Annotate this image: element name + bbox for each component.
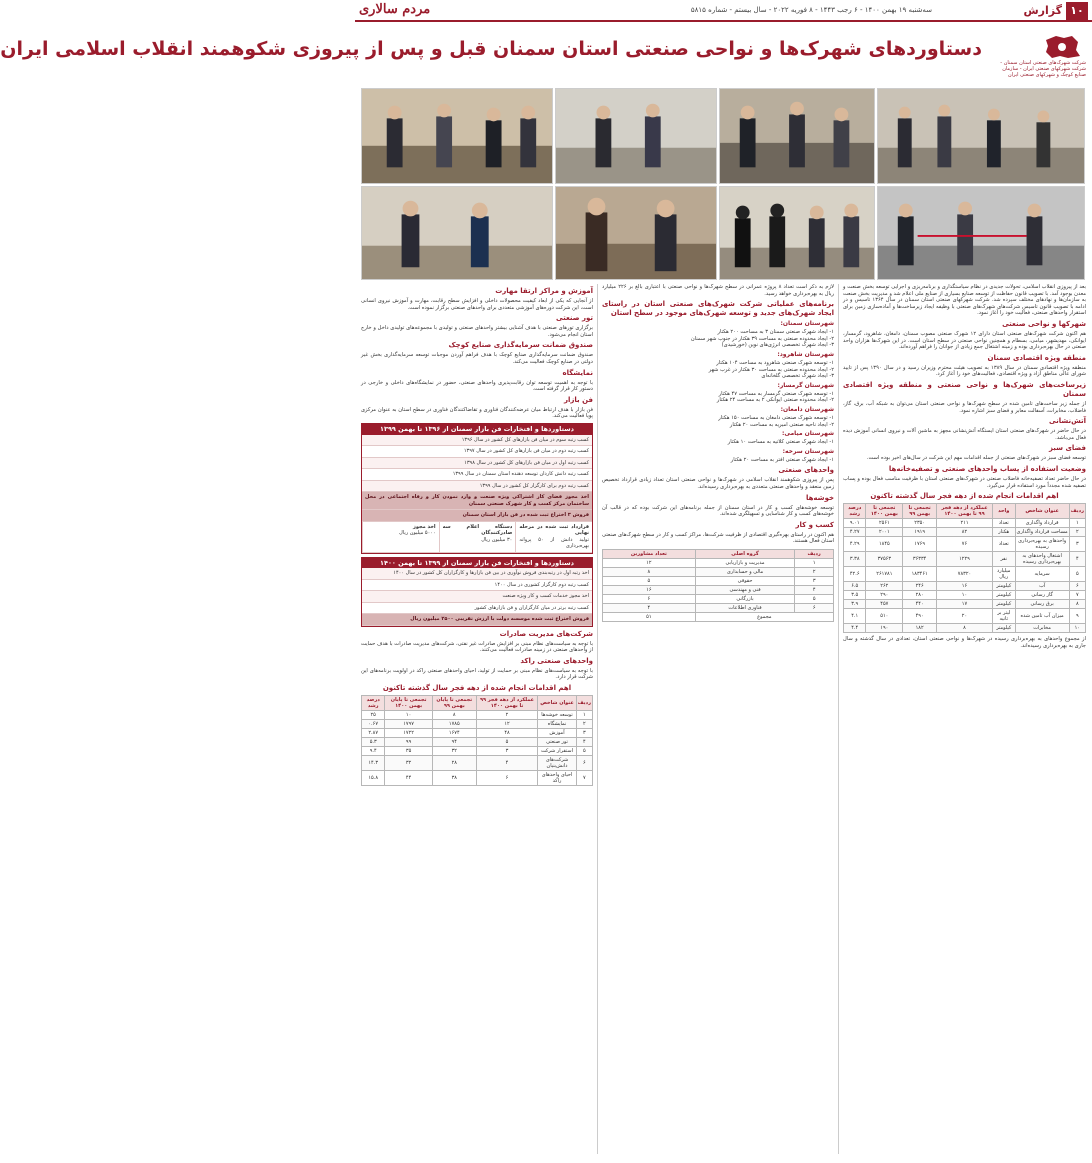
list-item: ۲- ایجاد ناحیه صنعتی امیریه به مساحت ۲۰ هکتار [729, 421, 834, 428]
list-item: ۱- توسعه شهرک صنعتی شاهرود به مساحت ۱۰۴ هکتار [716, 359, 834, 366]
table-cell: ۱۶ [937, 582, 993, 591]
table-cell: واحدهای به بهره‌برداری رسیده [1015, 537, 1069, 552]
table-cell: قرارداد واگذاری [1015, 519, 1069, 528]
activities-table [361, 695, 593, 786]
table-row [844, 600, 1086, 609]
sub-heading: شهرستان دامغان: [780, 405, 834, 413]
table-cell: ۳ [476, 747, 538, 756]
headline-area [0, 30, 1092, 82]
table-cell: شرکت‌های دانش‌بنیان [538, 756, 576, 771]
table-cell: ۴ [795, 585, 834, 594]
table-cell: ۱ [576, 711, 592, 720]
box-row: کسب رتبه سوم در میان فن بازارهای کل کشور در سال ۱۳۹۶ [362, 435, 592, 447]
table-header-cell: تجمعی تا پایان بهمن ۱۴۰۰ [385, 696, 432, 711]
consultants-table [602, 549, 834, 622]
page-number: ۱۰ [1066, 2, 1088, 20]
table-cell: ۷۶ [937, 537, 993, 552]
table-cell: ۳.۹ [844, 600, 866, 609]
section-heading: آموزش و مراکز ارتقا مهارت [495, 287, 593, 295]
table-cell: حقوقی [695, 576, 795, 585]
table-cell: فناوری اطلاعات [695, 603, 795, 612]
section-heading: شهرکها و نواحی صنعتی [1002, 319, 1086, 328]
paragraph: در حال حاضر تعداد تصفیه‌خانه فاضلاب صنعتی در شهرک‌های صنعتی استان با ظرفیت مناسب فعال بوده و پساب تصفیه شده مجدداً مورد استفاده قرار می‌گیرد. [843, 475, 1086, 489]
section-heading: واحدهای صنعتی راکد [520, 656, 593, 665]
column-divider [838, 284, 839, 1154]
table-cell: ۱۴.۳ [362, 756, 385, 771]
plan-list [602, 439, 834, 446]
table-row [844, 624, 1086, 633]
table-cell: فنی و مهندسی [695, 585, 795, 594]
table-cell: تعداد [992, 537, 1015, 552]
table-header-cell: عنوان شاخص [1015, 504, 1069, 519]
table-cell: میزان آب تامین شده [1015, 609, 1069, 624]
table-header-cell: ردیف [576, 696, 592, 711]
paragraph: در حال حاضر در شهرک‌های صنعتی استان ایستگاه آتش‌نشانی مجهز به ماشین آلات و نیروی انسانی آموزش دیده فعال می‌باشد. [843, 428, 1086, 441]
table-header-cell: گروه اصلی [695, 549, 795, 558]
table-header-cell: درصد رشد [362, 696, 385, 711]
section-heading: زیرساخت‌های شهرک‌ها و نواحی صنعتی و منطقه ویژه اقتصادی سمنان [843, 380, 1086, 398]
table-cell: کیلومتر [992, 582, 1015, 591]
list-item: ۳- ایجاد شهرک تخصصی گلخانه‌ای [761, 373, 834, 380]
paragraph: هم اکنون در راستای بهره‌گیری اقتصادی از ظرفیت شرکت‌ها، مراکز کسب و کار در سطح شهرک‌های صنعتی استان فعال هستند. [602, 531, 834, 545]
table-row [844, 567, 1086, 582]
left-column [361, 284, 593, 1154]
table-row [362, 747, 593, 756]
table-cell: ۶ [1069, 582, 1085, 591]
table-cell: ۵ [795, 594, 834, 603]
table-cell: ۲ [576, 720, 592, 729]
table-cell: ۱۷۶۹ [903, 537, 937, 552]
photo-factory-visit-1 [877, 88, 1085, 184]
table-row [844, 591, 1086, 600]
section-heading: فن بازار [563, 395, 593, 404]
table-title: اهم اقدامات انجام شده از دهه فجر سال گذشته تاکنون [870, 492, 1059, 501]
figure-value: ۵۰۰۰ میلیون ریال [399, 530, 436, 537]
dateline: سه‌شنبه ۱۹ بهمن ۱۴۰۰ - ۶ رجب ۱۴۴۳ - ۸ فوریه ۲۰۲۲ - سال بیستم - شماره ۵۸۱۵ [690, 6, 932, 14]
table-cell: ۶ [795, 603, 834, 612]
table-cell: ۲۹۰ [866, 591, 903, 600]
table-cell: ۴۲.۶ [844, 567, 866, 582]
table-cell: ۳ [795, 576, 834, 585]
table-cell: نمایشگاه [538, 720, 576, 729]
box-title: دستاوردها و افتخارات فن بازار سمنان از ۱۳۹۶ تا بهمن ۱۳۹۹ [362, 424, 592, 435]
table-cell: ۲۸۰ [903, 591, 937, 600]
table-cell: تعداد [992, 519, 1015, 528]
box-row: کسب رتبه برتر در میان کارگزاران و فن بازارهای کشور [362, 603, 592, 615]
table-header-cell: تجمعی تا بهمن ۹۹ [903, 504, 937, 519]
intro-paragraph: بعد از پیروزی انقلاب اسلامی، تحولات جدیدی در نظام سیاستگذاری و برنامه‌ریزی و اجرایی توسعه بخش صنعت و معدن بوجود آمد. با تصویب قانون حفاظت از توسعه صنایع بسیاری از صنایع ملی اعلام شد و مدیریت بخش صنعت به سازمان‌ها و نهادهای مختلف سپرده شد. شرکت شهرکهای صنعتی استان سمنان در سال ۱۳۶۴ تاسیس و در ادامه با تصویب قانون تاسیس شرکت‌های شهرک‌های صنعتی با وظیفه ایجاد زیرساخت‌ها و آماده‌سازی زمین برای استقرار واحدهای صنعتی، فعالیت خود را آغاز نمود. [843, 284, 1086, 317]
table-cell: آموزش [538, 729, 576, 738]
table-cell: اشتغال واحدهای به بهره‌برداری رسیده [1015, 552, 1069, 567]
table-header-cell: درصد رشد [844, 504, 866, 519]
box-footer: فروش ۳ اختراع ثبت شده در فن بازار استان سمنان [362, 510, 592, 522]
section-heading: شرکت‌های مدیریت صادرات [499, 629, 593, 638]
photo-factory-visit-4 [361, 88, 553, 184]
table-cell: توسعه خوشه‌ها [538, 711, 576, 720]
table-cell: بازرگانی [695, 594, 795, 603]
table-row [362, 756, 593, 771]
list-item: ۱- ایجاد شهرک صنعتی افتر به مساحت ۲۰ هکتار [730, 456, 834, 463]
table-cell: ۱۸۳۴۶۱ [903, 567, 937, 582]
table-cell: ۳۷۵۶۳ [866, 552, 903, 567]
plan-list [602, 329, 834, 349]
table-cell: ۱۲۲۹ [937, 552, 993, 567]
table-cell: ۴۴۰ [903, 600, 937, 609]
paragraph: لازم به ذکر است تعداد ۸ پروژه عمرانی در سطح شهرک‌ها و نواحی صنعتی با اعتباری بالغ بر ۲۲۶ میلیارد ریال به بهره‌برداری خواهد رسید. [602, 284, 835, 297]
table-cell: ۲۶۱۷۸۱ [866, 567, 903, 582]
table-row [603, 567, 834, 576]
table-row [844, 582, 1086, 591]
table-cell: ۴.۴ [844, 624, 866, 633]
table-cell: برق رسانی [1015, 600, 1069, 609]
photo-officials-talking [555, 186, 717, 280]
box-highlight: اخذ مجوز فضای کار اشتراکی ویژه صنعت و وارد نمودن کار و رفاه اجتماعی در محل ساختمان مرکز کسب و کار شهرک صنعتی سمنان [362, 492, 592, 510]
table-header-cell: واحد [992, 504, 1015, 519]
table-cell: ۳۵ [385, 747, 432, 756]
table-cell: ۹ [1069, 609, 1085, 624]
table-header-cell: عنوان شاخص [538, 696, 576, 711]
table-cell: ۱۹۱۹ [903, 528, 937, 537]
footer-note: از مجموع واحدهای به بهره‌برداری رسیده در شهرک‌ها و نواحی صنعتی استان، تعدادی در سال گذشته و سال جاری به بهره‌برداری رسیده‌اند. [843, 636, 1086, 649]
table-cell: ۱ [795, 558, 834, 567]
figure-value: تولید دانش از ۵۰ پروانه بهره‌برداری [519, 536, 589, 550]
table-cell: ۲۴۶ [903, 582, 937, 591]
figure-title: اخذ مجوز [412, 523, 436, 530]
section-label: گزارش [1023, 4, 1062, 17]
paragraph: منطقه ویژه اقتصادی سمنان در سال ۱۳۸۹ به تصویب هیئت محترم وزیران رسید و در سال ۱۳۹۰ پس از تایید شورای عالی مناطق آزاد و ویژه اقتصادی، فعالیت‌های خود را آغاز کرد. [843, 364, 1086, 378]
table-header-cell: عملکرد از دهه فجر ۹۹ تا بهمن ۱۴۰۰ [937, 504, 993, 519]
table-cell: ۵ [603, 576, 696, 585]
paragraph: برگزاری تورهای صنعتی با هدف آشنایی بیشتر واحدهای صنعتی و تولیدی با مجموعه‌های تولیدی داخل و خارج استان انجام می‌شود. [361, 325, 593, 338]
table-row [844, 528, 1086, 537]
list-item: ۳- ایجاد شهرک تخصصی انرژی‌های نوین (خورشیدی) [721, 342, 834, 349]
photo-factory-visit-3 [555, 88, 717, 184]
table-cell: ۲.۸۷ [362, 729, 385, 738]
table-row [362, 711, 593, 720]
list-item: ۱- توسعه شهرک صنعتی گرمسار به مساحت ۴۷ هکتار [718, 390, 834, 397]
table-cell: ۵ [576, 747, 592, 756]
table-row [844, 537, 1086, 552]
table-cell: ۲۵۶۱ [866, 519, 903, 528]
table-cell: ۴ [476, 756, 538, 771]
table-row [362, 729, 593, 738]
table-cell: ۱۲ [476, 720, 538, 729]
paragraph: از آنجایی که یکی از ابعاد کیفیت محصولات داخلی و افزایش سطح رقابت، مهارت و آموزش نیروی انسانی است، این شرکت دوره‌های آموزشی متعددی برای واحدهای صنعتی برگزار نموده است. [361, 298, 593, 311]
table-cell: ۱۷ [937, 600, 993, 609]
figure-title: دستگاه اعلام سه صادرکنندگان [442, 523, 513, 537]
table-cell: مساحت قرارداد واگذاری [1016, 529, 1068, 536]
table-cell: ۸ [1069, 600, 1085, 609]
table-cell: ۴۸ [476, 729, 538, 738]
right-column [843, 284, 1086, 1154]
table-cell: ۷۸۳۲۰ [937, 567, 993, 582]
table-cell: ۴.۲۷ [844, 528, 866, 537]
table-row [603, 576, 834, 585]
paragraph: از جمله زیر ساخت‌های تامین شده در سطح شهرک‌ها و نواحی صنعتی استان می‌توان به شبکه آب، برق، گاز، فاضلاب، مخابرات، آسفالت معابر و فضای سبز اشاره نمود. [843, 400, 1086, 414]
figure-title: قرارداد ثبت شده در مرحله نهایی [519, 523, 589, 537]
box-row: کسب رتبه دوم در میان فن بازارهای کل کشور در سال ۱۳۹۷ [362, 446, 592, 458]
photo-factory-visit-2 [719, 88, 875, 184]
table-cell: ۴۵۷ [866, 600, 903, 609]
section-heading: آتش‌نشانی [1048, 417, 1086, 426]
plan-list [602, 391, 834, 404]
company-logo [990, 34, 1086, 78]
middle-column [602, 284, 834, 1154]
table-cell: ۱۷۲۲ [385, 729, 432, 738]
plan-list [602, 415, 834, 428]
table-header-cell: ردیف [1069, 504, 1085, 519]
list-item: ۲- ایجاد محدوده صنعتی به مساحت ۳۹ هکتار در جنوب شهر سمنان [690, 335, 834, 342]
table-header-cell: عملکرد از دهه فجر ۹۹ تا بهمن ۱۴۰۰ [476, 696, 538, 711]
table-cell: ۹۴ [432, 738, 476, 747]
table-row [362, 720, 593, 729]
table-cell: نفر [992, 552, 1015, 567]
table-header-cell: تجمعی تا بهمن ۱۴۰۰ [866, 504, 903, 519]
table-cell: ۱۰ [385, 711, 432, 720]
table-cell: مالی و حسابداری [695, 567, 795, 576]
table-cell: سرمایه [1015, 567, 1069, 582]
paragraph: توسعه فضای سبز در شهرک‌های صنعتی از جمله اقدامات مهم این شرکت در سال‌های اخیر بوده است. [866, 455, 1086, 462]
table-cell: ۵ [1069, 567, 1085, 582]
table-total-label: مجموع [695, 612, 833, 621]
table-cell: ۱۰ [937, 591, 993, 600]
table-cell: ۴ [576, 738, 592, 747]
table-cell: ۲ [1069, 528, 1085, 537]
list-item: ۲- ایجاد محدوده صنعتی ایوانکی ۲ به مساحت ۲۴ هکتار [716, 397, 834, 404]
table-cell: ۱ [1069, 519, 1085, 528]
list-item: ۱- ایجاد شهرک صنعتی کلاتیه به مساحت ۱۰ هکتار [727, 439, 834, 446]
table-cell: کیلومتر [992, 600, 1015, 609]
section-heading: کسب و کار [795, 520, 834, 529]
table-cell: ۱۶۷۴ [432, 729, 476, 738]
sub-heading: شهرستان گرمسار: [777, 381, 834, 389]
column-divider [597, 284, 598, 1154]
table-cell: گاز رسانی [1015, 591, 1069, 600]
table-cell: ۶ [603, 594, 696, 603]
section-heading: خوشه‌ها [805, 493, 834, 502]
table-cell: مدیریت و بازاریابی [695, 558, 795, 567]
table-row [603, 558, 834, 567]
table-cell: کیلومتر [992, 624, 1015, 633]
table-cell: ۹.۴ [362, 747, 385, 756]
table-cell: ۴ [1069, 552, 1085, 567]
table-total-value: ۵۱ [603, 612, 696, 621]
table-cell: ۱۶ [603, 585, 696, 594]
table-row [603, 585, 834, 594]
table-cell: ۴ [603, 603, 696, 612]
table-cell: ۵ [476, 738, 538, 747]
table-cell: ۴۹۰ [903, 609, 937, 624]
box-row: اخذ مجوز خدمات کسب و کار ویژه صنعت [362, 591, 592, 603]
table-row [603, 603, 834, 612]
list-item: ۱- توسعه شهرک صنعتی دامغان به مساحت ۱۵۰ هکتار [718, 414, 834, 421]
paragraph: توسعه خوشه‌های کسب و کار در استان سمنان از جمله برنامه‌های این شرکت بوده که در قالب آن خوشه‌های کسب و کار شناسایی و تسهیلگری شده‌اند. [602, 504, 834, 518]
section-heading: فضای سبز [1048, 444, 1086, 453]
box-row: کسب رتبه دوم کارگزار کشوری در سال ۱۴۰۰ [362, 580, 592, 592]
section-heading: واحدهای صنعتی [778, 466, 834, 475]
box-row: کسب رتبه اول در میان فن بازارهای کل کشور در سال ۱۳۹۸ [362, 458, 592, 470]
plan-list [602, 360, 834, 380]
table-row [844, 609, 1086, 624]
achievements-table [843, 503, 1086, 633]
section-heading: برنامه‌های عملیاتی شرکت شهرک‌های صنعتی استان در راستای ایجاد شهرک‌های جدید و توسعه شهرک‌های موجود در سطح استان [602, 300, 834, 318]
table-cell: ۲۱۱ [937, 519, 993, 528]
table-cell: ۷ [576, 771, 592, 786]
table-cell: ۶ [476, 771, 538, 786]
table-cell: ۱۰ [1069, 624, 1085, 633]
figure-value: ۳۰ میلیون ریال [481, 536, 513, 543]
iran-map-logo-icon [1042, 34, 1082, 60]
box-title: دستاوردها و افتخارات فن بازار سمنان از ۱۳۹۹ تا بهمن ۱۴۰۰ [362, 558, 592, 569]
box-footer: فروش اختراع ثبت شده موسسه دولت با ارزش تقریبی ۲۵۰۰ میلیون ریال [362, 614, 592, 626]
table-row [362, 771, 593, 786]
paragraph: با توجه به سیاست‌های نظام مبنی بر افزایش صادرات غیر نفتی، شرکت‌های مدیریت صادرات با هدف حمایت از واحدهای صنعتی در زمینه صادرات فعالیت می‌کنند. [361, 640, 593, 654]
table-cell: ۲ [476, 711, 538, 720]
table-cell: ۴.۲۹ [844, 537, 866, 552]
table-header-cell: تعداد مشاورین [603, 549, 696, 558]
table-cell: ۱۲ [603, 558, 696, 567]
table-cell: ۸ [603, 567, 696, 576]
table-cell: ۱۸۴۵ [866, 537, 903, 552]
table-row [362, 738, 593, 747]
achievements-box-1 [361, 423, 593, 554]
paragraph: فن بازار با هدف ارتباط میان عرضه‌کنندگان فناوری و تقاضاکنندگان فناوری در سطح استان به عنوان مرکزی پویا فعالیت می‌کند. [361, 406, 593, 420]
section-heading: صندوق ضمانت سرمایه‌گذاری صنایع کوچک [448, 341, 593, 350]
figure-cell [362, 522, 439, 553]
table-cell: ۳۲ [385, 756, 432, 771]
table-header-cell: تجمعی تا پایان بهمن ۹۹ [432, 696, 476, 711]
sub-heading: شهرستان شاهرود: [777, 350, 834, 358]
figure-cell [439, 522, 516, 553]
masthead [355, 0, 1092, 22]
table-cell: ۲۰ [937, 609, 993, 624]
table-row [603, 594, 834, 603]
table-cell: مخابرات [1015, 624, 1069, 633]
table-cell: ۳۲ [432, 747, 476, 756]
table-cell: ۰.۶۷ [362, 720, 385, 729]
paragraph: صندوق ضمانت سرمایه‌گذاری صنایع کوچک با هدف فراهم آوردن موجبات توسعه سرمایه‌گذاری بخش غیر دولتی در صنایع کوچک فعالیت می‌کند. [361, 352, 593, 365]
table-cell: ۴.۱ [844, 609, 866, 624]
table-cell: ۱۷۸۵ [432, 720, 476, 729]
table-cell: ۲۸ [432, 756, 476, 771]
table-cell: ۱۸۲ [903, 624, 937, 633]
box-row: کسب رتبه دانش کاردان توسعه دهنده استان سمنان در سال ۱۳۹۹ [362, 469, 592, 481]
section-heading: تور صنعتی [556, 314, 593, 323]
section-heading: نمایشگاه [562, 368, 593, 377]
table-cell: ۸ [432, 711, 476, 720]
headline: دستاوردهای شهرک‌ها و نواحی صنعتی استان سمنان قبل و پس از پیروزی شکوهمند انقلاب اسلامی ایران [0, 38, 982, 60]
table-cell: تور صنعتی [538, 738, 576, 747]
table-cell: ۲۰۰۱ [866, 528, 903, 537]
table-cell: ۴۴ [385, 771, 432, 786]
sub-heading: شهرستان سمنان: [780, 320, 834, 328]
table-cell: ۳.۵ [844, 591, 866, 600]
table-cell: ۳ [1069, 537, 1085, 552]
table-cell: هکتار [992, 528, 1015, 537]
table-header-cell: ردیف [795, 549, 834, 558]
table-cell: ۹.۰۱ [844, 519, 866, 528]
table-cell: ۵.۳ [362, 738, 385, 747]
table-cell: ۹۹ [385, 738, 432, 747]
table-cell: میلیارد ریال [992, 567, 1015, 582]
photo-ribbon-cutting [877, 186, 1085, 280]
section-heading: وضعیت استفاده از پساب واحدهای صنعتی و تصفیه‌خانه‌ها [888, 464, 1086, 473]
section-heading: منطقه ویژه اقتصادی سمنان [987, 353, 1086, 362]
table-cell: ۲۳۵۰ [903, 519, 937, 528]
table-cell: ۳۸ [432, 771, 476, 786]
table-cell: ۳ [576, 729, 592, 738]
table-cell: احیای واحدهای راکد [538, 771, 576, 786]
table-title: اهم اقدامات انجام شده از دهه فجر سال گذشته تاکنون [382, 684, 572, 692]
achievements-box-2 [361, 557, 593, 627]
table-cell: ۲ [795, 567, 834, 576]
table-cell: ۸ [937, 624, 993, 633]
table-cell: ۶ [576, 756, 592, 771]
table-cell: ۶.۵ [844, 582, 866, 591]
table-cell: ۲۵ [362, 711, 385, 720]
table-cell: ۸۲ [937, 528, 993, 537]
photo-delegation [719, 186, 875, 280]
paragraph: پس از پیروزی شکوهمند انقلاب اسلامی در شهرک‌ها و نواحی صنعتی استان تعداد زیادی قرارداد تخصیص زمین منعقد و واحدهای صنعتی متعددی به بهره‌برداری رسیده‌اند. [602, 477, 834, 490]
table-row [844, 519, 1086, 528]
list-item: ۱- ایجاد شهرک صنعتی سمنان ۳ به مساحت ۲۰۰ هکتار [717, 329, 834, 336]
table-cell: ۷ [1069, 591, 1085, 600]
table-cell: ۲۶۲ [866, 582, 903, 591]
paragraph: با توجه به سیاست‌های نظام مبنی بر حمایت از تولید، احیای واحدهای صنعتی راکد در اولویت برنامه‌های این شرکت قرار دارد. [361, 667, 593, 681]
box-row: اخذ رتبه اول در رتبه‌بندی فروش نوآوری در بین فن بازارها و کارگزاران کل کشور در سال ۱۴۰۰ [362, 568, 592, 580]
table-cell: لیتر بر ثانیه [992, 609, 1015, 624]
table-cell: ۱۵.۸ [362, 771, 385, 786]
table-cell: ۳۶۳۳۴ [903, 552, 937, 567]
table-cell: استقرار شرکت [538, 747, 576, 756]
newspaper-name: مردم سالاری [359, 2, 431, 17]
table-cell: ۱۷۹۷ [385, 720, 432, 729]
figure-cell [515, 522, 592, 553]
table-cell: ۱۹۰ [866, 624, 903, 633]
table-row [844, 552, 1086, 567]
table-cell: آب [1015, 582, 1069, 591]
paragraph: با توجه به اهمیت توسعه توان رقابت‌پذیری واحدهای صنعتی، حضور در نمایشگاه‌های داخلی و خارجی در دستور کار قرار گرفته است. [361, 379, 593, 393]
sub-heading: شهرستان سرخه: [782, 447, 834, 455]
table-cell: کیلومتر [992, 591, 1015, 600]
logo-text: شرکت شهرک‌های صنعتی استان سمنان - شرکت شهرکهای صنعتی ایران - سازمان صنایع کوچک و شهرکهای صنعتی ایران [1000, 60, 1086, 78]
plan-list [602, 457, 834, 464]
table-cell: ۵۱۰ [866, 609, 903, 624]
table-cell: ۳.۳۸ [844, 552, 866, 567]
sub-heading: شهرستان میامی: [781, 430, 834, 438]
box-row: کسب رتبه دوم برای کارگزار کل کشور در سال ۱۳۹۹ [362, 481, 592, 493]
paragraph: هم اکنون شرکت شهرک‌های صنعتی استان دارای ۱۲ شهرک صنعتی مصوب سمنان، دامغان، شاهرود، گرمسار، ایوانکی، مهدیشهر، میامی، بسطام و همچنین نواحی صنعتی در سطح استان است. در این شهرک‌ها هزاران واحد صنعتی در حال بهره‌برداری بوده و زمینه اشتغال جمع زیادی از جوانان را فراهم آورده‌اند. [843, 330, 1087, 351]
photo-workshop [361, 186, 553, 280]
list-item: ۲- ایجاد محدوده صنعتی به مساحت ۳۰ هکتار در غرب شهر [708, 366, 834, 373]
